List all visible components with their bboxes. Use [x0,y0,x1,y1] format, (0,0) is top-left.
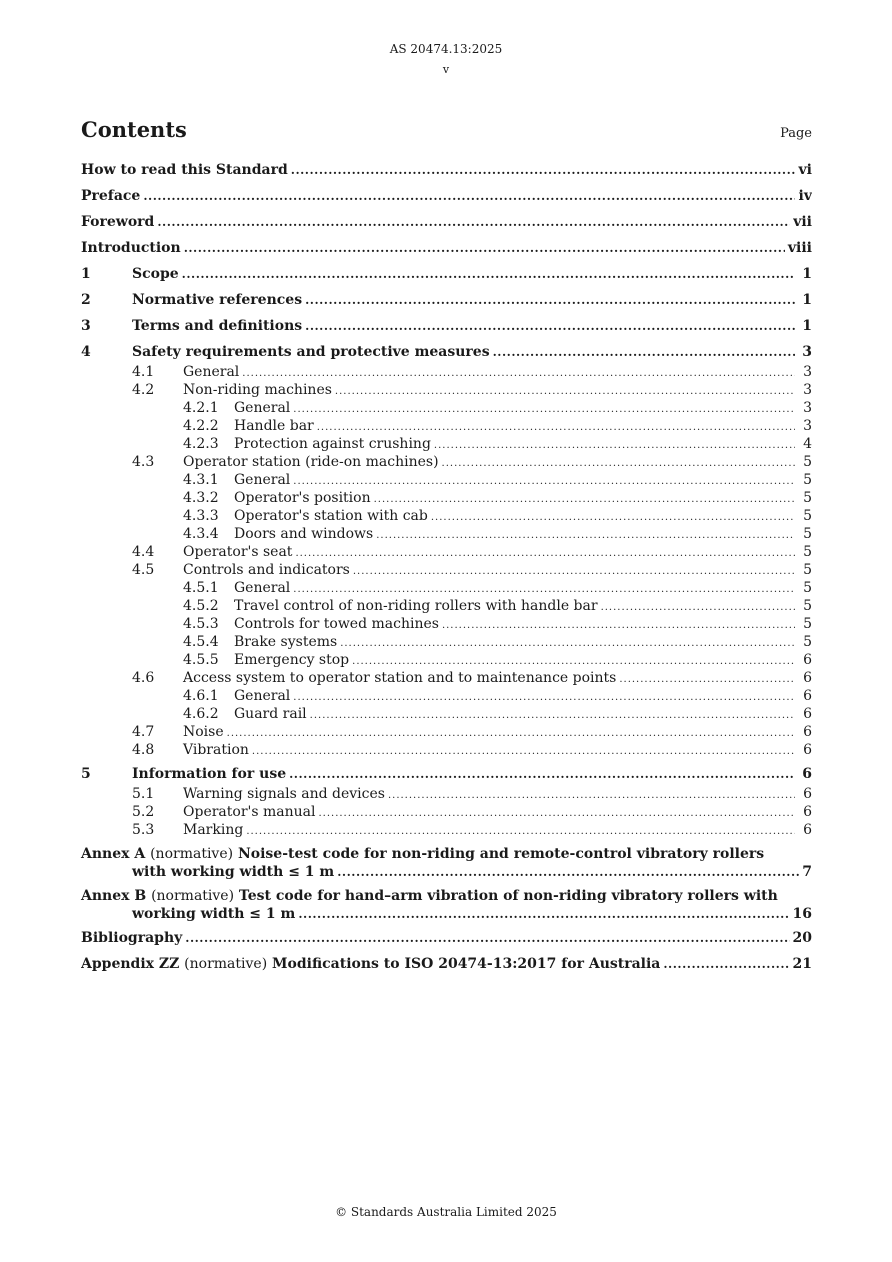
toc-entry-page: 16 [792,906,812,922]
leader-dots [143,185,795,207]
toc-entry-number: 4.5.3 [183,616,219,632]
toc-entry-number: 5.2 [132,804,155,820]
toc-entry-number: 4.5.1 [183,580,219,596]
toc-entry-4-5-5[interactable] [81,651,812,669]
toc-entry-page: 6 [803,742,812,758]
toc-entry-number: 4.6 [132,670,155,686]
toc-entry-4-1[interactable] [81,363,812,381]
toc-entry-page: 3 [802,344,812,360]
toc-entry-4-8[interactable] [81,741,812,759]
leader-dots [601,599,795,615]
toc-entry-page: 3 [803,400,812,416]
appendix-type: (normative) [184,956,268,972]
toc-entry-title: Terms and definitions [132,318,303,334]
toc-entry-page: 6 [802,766,812,782]
leader-dots [305,289,795,311]
toc-entry-title: Scope [132,266,179,282]
toc-entry-section-4[interactable] [81,341,812,363]
toc-entry-title: Noise [183,724,224,740]
toc-entry-4-5-4[interactable] [81,633,812,651]
toc-entry-page: 3 [803,418,812,434]
leader-dots [293,473,795,489]
toc-entry-number: 2 [81,292,91,308]
toc-entry-page: 21 [792,956,812,972]
leader-dots [291,159,795,181]
toc-entry-4-3-2[interactable] [81,489,812,507]
toc-entry-number: 4.7 [132,724,155,740]
toc-entry-4-3-1[interactable] [81,471,812,489]
toc-entry-page: 6 [803,804,812,820]
table-of-contents [81,159,812,975]
toc-entry-number: 4.2.1 [183,400,219,416]
toc-entry-title: Safety requirements and protective measures [132,344,490,360]
page-number: v [442,63,450,76]
toc-entry-title: Brake systems [234,634,338,650]
toc-entry-page: 5 [803,616,812,632]
toc-entry-title: Access system to operator station and to maintenance points [183,670,617,686]
toc-entry-number: 4.6.1 [183,688,219,704]
leader-dots [434,437,795,453]
toc-entry-number: 4.2.2 [183,418,219,434]
toc-entry-number: 4.3.2 [183,490,219,506]
leader-dots [493,341,795,363]
toc-entry-preface[interactable] [81,185,812,207]
leader-dots [246,823,795,839]
contents-title: Contents [81,117,187,142]
toc-entry-title: Emergency stop [234,652,350,668]
toc-entry-bibliography[interactable] [81,927,812,949]
toc-entry-4-2[interactable] [81,381,812,399]
appendix-title: Modifications to ISO 20474-13:2017 for Australia [272,956,661,972]
toc-entry-4-5-2[interactable] [81,597,812,615]
toc-entry-4-5-3[interactable] [81,615,812,633]
toc-entry-title: Operator station (ride-on machines) [183,454,439,470]
annex-title-line-2 [81,905,812,923]
toc-entry-4-2-3[interactable] [81,435,812,453]
toc-entry-number: 5.3 [132,822,155,838]
toc-entry-section-1[interactable] [81,263,812,285]
leader-dots [289,763,795,785]
toc-entry-page: 6 [803,652,812,668]
toc-entry-title: Handle bar [234,418,314,434]
leader-dots [295,545,795,561]
leader-dots [340,635,795,651]
leader-dots [293,689,795,705]
leader-dots [252,743,795,759]
annex-title: Noise-test code for non-riding and remote-control vibratory rollers [237,846,765,862]
toc-entry-4-6-2[interactable] [81,705,812,723]
toc-entry-title: Preface [81,188,141,204]
appendix-label [81,953,660,975]
toc-entry-section-2[interactable] [81,289,812,311]
toc-entry-5-2[interactable] [81,803,812,821]
toc-entry-number: 4.3.1 [183,472,219,488]
toc-entry-number: 4.8 [132,742,155,758]
toc-entry-title: Operator's position [234,490,371,506]
toc-entry-title: How to read this Standard [81,162,288,178]
toc-entry-4-3-3[interactable] [81,507,812,525]
toc-entry-page: vi [798,162,812,178]
annex-title-line-2 [81,863,812,881]
toc-entry-page: 1 [802,318,812,334]
toc-entry-title: Travel control of non-riding rollers with handle bar [234,598,598,614]
toc-entry-page: 5 [803,454,812,470]
toc-entry-page: 20 [792,930,812,946]
toc-entry-number: 4.3.4 [183,526,219,542]
toc-entry-page: 1 [802,266,812,282]
toc-entry-title: Bibliography [81,930,183,946]
toc-entry-title: General [234,400,291,416]
toc-entry-number: 4.5 [132,562,155,578]
toc-entry-page: 3 [803,382,812,398]
toc-entry-page: 5 [803,490,812,506]
toc-entry-number: 4.5.5 [183,652,219,668]
toc-entry-title: General [234,580,291,596]
toc-entry-page: 5 [803,508,812,524]
toc-entry-page: 3 [803,364,812,380]
toc-entry-how-to-read[interactable] [81,159,812,181]
toc-entry-title: General [234,688,291,704]
appendix-label-text: Appendix ZZ [81,956,180,972]
toc-entry-page: iv [798,188,812,204]
toc-entry-page: 5 [803,544,812,560]
toc-entry-title: Warning signals and devices [183,786,385,802]
leader-dots [442,455,795,471]
toc-entry-title: Protection against crushing [234,436,431,452]
toc-entry-page: 5 [803,526,812,542]
toc-entry-number: 4.1 [132,364,155,380]
toc-entry-number: 4.2 [132,382,155,398]
toc-entry-title: Controls for towed machines [234,616,439,632]
toc-entry-4-6[interactable] [81,669,812,687]
annex-title: Test code for hand–arm vibration of non-riding vibratory rollers with [238,888,778,904]
leader-dots [185,927,789,949]
standard-code-header: AS 20474.13:2025 [389,42,503,56]
toc-entry-title: Operator's manual [183,804,316,820]
toc-entry-title: Normative references [132,292,303,308]
leader-dots [305,315,795,337]
toc-entry-title: Operator's seat [183,544,293,560]
leader-dots [242,365,795,381]
toc-entry-4-2-1[interactable] [81,399,812,417]
leader-dots [318,805,795,821]
toc-entry-number: 4.2.3 [183,436,219,452]
leader-dots [353,563,795,579]
toc-entry-number: 4.3 [132,454,155,470]
toc-entry-number: 4.3.3 [183,508,219,524]
leader-dots [184,237,785,259]
leader-dots [317,419,795,435]
toc-entry-number: 4.5.2 [183,598,219,614]
toc-entry-number: 5.1 [132,786,155,802]
toc-entry-page: 1 [802,292,812,308]
toc-entry-page: 5 [803,580,812,596]
leader-dots [335,383,795,399]
toc-entry-title: Doors and windows [234,526,374,542]
toc-entry-title: Non-riding machines [183,382,332,398]
toc-entry-title: Controls and indicators [183,562,350,578]
annex-title-continued: working width ≤ 1 m [132,906,296,922]
toc-entry-page: 6 [803,822,812,838]
toc-entry-number: 4 [81,344,91,360]
leader-dots [157,211,790,233]
toc-entry-page: 5 [803,634,812,650]
leader-dots [182,263,795,285]
leader-dots [376,527,795,543]
toc-entry-4-2-2[interactable] [81,417,812,435]
leader-dots [352,653,795,669]
toc-entry-5-1[interactable] [81,785,812,803]
toc-entry-page: vii [793,214,812,230]
toc-entry-page: 7 [802,864,812,880]
leader-dots [619,671,795,687]
leader-dots [374,491,795,507]
annex-title-continued: with working width ≤ 1 m [132,864,335,880]
toc-entry-4-3[interactable] [81,453,812,471]
leader-dots [310,707,795,723]
toc-entry-page: 6 [803,724,812,740]
toc-entry-page: 6 [803,670,812,686]
toc-entry-annex-a[interactable] [81,845,812,881]
toc-entry-page: 6 [803,786,812,802]
toc-entry-page: 6 [803,688,812,704]
annex-label: Annex B [81,888,147,904]
toc-entry-foreword[interactable] [81,211,812,233]
leader-dots [227,725,795,741]
toc-entry-title: Operator's station with cab [234,508,428,524]
toc-entry-page: 5 [803,472,812,488]
toc-entry-annex-b[interactable] [81,887,812,923]
toc-entry-title: Marking [183,822,244,838]
leader-dots [431,509,795,525]
toc-entry-number: 5 [81,766,91,782]
toc-entry-title: Guard rail [234,706,307,722]
toc-entry-number: 4.6.2 [183,706,219,722]
toc-entry-title: General [183,364,240,380]
annex-type: (normative) [151,888,235,904]
toc-entry-4-5-1[interactable] [81,579,812,597]
toc-entry-page: 5 [803,598,812,614]
leader-dots [298,905,789,923]
toc-entry-title: General [234,472,291,488]
toc-entry-page: 5 [803,562,812,578]
toc-entry-page: viii [787,240,812,256]
toc-entry-page: 6 [803,706,812,722]
toc-entry-4-6-1[interactable] [81,687,812,705]
toc-entry-number: 3 [81,318,91,334]
toc-entry-title: Information for use [132,766,287,782]
page-column-label: Page [780,126,812,141]
annex-label: Annex A [81,846,146,862]
leader-dots [388,787,795,803]
toc-entry-title: Foreword [81,214,155,230]
leader-dots [337,863,799,881]
toc-entry-section-5[interactable] [81,763,812,785]
toc-entry-number: 1 [81,266,91,282]
leader-dots [293,581,795,597]
toc-entry-4-5[interactable] [81,561,812,579]
toc-entry-title: Vibration [183,742,249,758]
toc-entry-introduction[interactable] [81,237,812,259]
toc-entry-4-3-4[interactable] [81,525,812,543]
toc-entry-number: 4.4 [132,544,155,560]
toc-entry-number: 4.5.4 [183,634,219,650]
leader-dots [663,953,789,975]
toc-entry-title: Introduction [81,240,181,256]
toc-entry-4-7[interactable] [81,723,812,741]
toc-entry-4-4[interactable] [81,543,812,561]
toc-entry-appendix-zz[interactable] [81,953,812,975]
toc-entry-section-3[interactable] [81,315,812,337]
leader-dots [293,401,795,417]
annex-title-line [81,887,812,905]
leader-dots [442,617,795,633]
toc-entry-page: 4 [803,436,812,452]
annex-type: (normative) [150,846,234,862]
annex-title-line [81,845,812,863]
copyright-footer: © Standards Australia Limited 2025 [335,1205,557,1219]
toc-entry-5-3[interactable] [81,821,812,839]
